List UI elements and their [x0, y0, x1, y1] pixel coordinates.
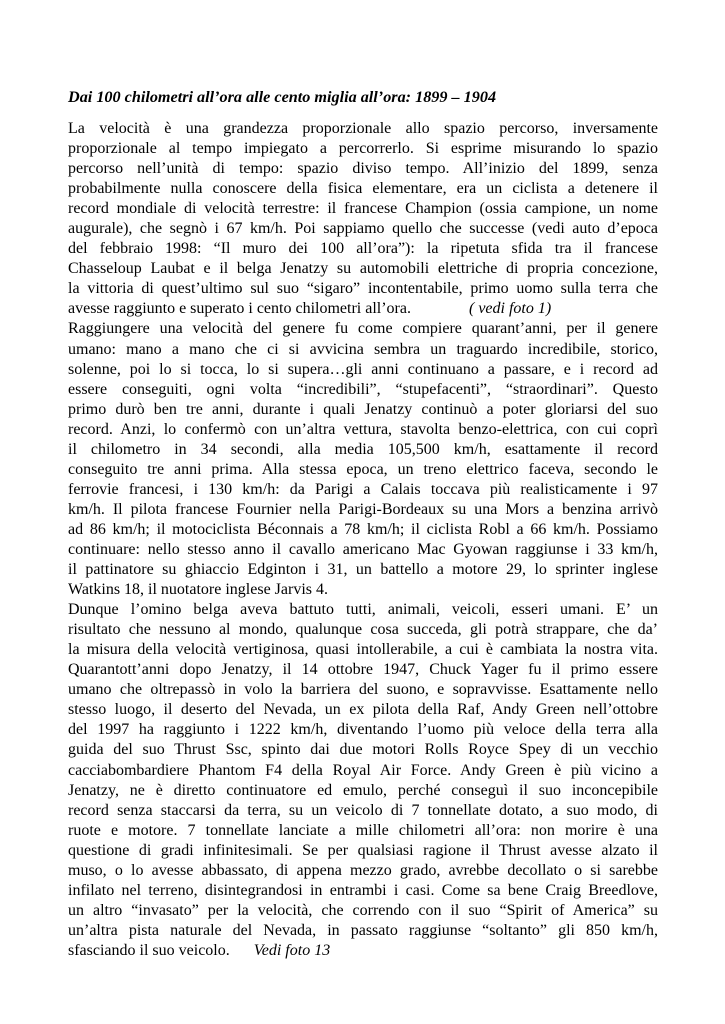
paragraph-2 — [68, 319, 658, 600]
paragraph-3 — [68, 600, 658, 961]
document-body — [68, 119, 658, 961]
text-line: Dunque l’omino belga aveva battuto tutti, animali, veicoli, esseri umani. E’ un — [68, 601, 658, 619]
text-line: proporzionale al tempo impiegato a percorrerlo. Si esprime misurando lo spazio — [68, 140, 658, 158]
paragraph-1 — [68, 119, 658, 319]
text-line: continuare: nello stesso anno il cavallo americano Mac Gyowan raggiunse i 33 km/h, — [68, 540, 658, 558]
text-line: ad 86 km/h; il motociclista Béconnais a 78 km/h; il ciclista Robl a 66 km/h. Possiamo — [68, 520, 658, 538]
document-title: Dai 100 chilometri all’ora alle cento miglia all’ora: 1899 – 1904 — [68, 88, 497, 106]
text-line: Raggiungere una velocità del genere fu come compiere quarant’anni, per il genere — [68, 320, 658, 338]
text-line: un altro “invasato” per la velocità, che correndo con il suo “Spirit of America” su — [68, 901, 658, 919]
text-line-last — [68, 941, 658, 961]
text-line: solenne, poi lo si tocca, lo si supera…gli anni continuano a passare, e i record ad — [68, 360, 658, 378]
text-line-last: Watkins 18, il nuotatore inglese Jarvis 4. — [68, 581, 328, 599]
text-line: record senza staccarsi da terra, su un veicolo di 7 tonnellate dotato, a suo modo, di — [68, 801, 658, 819]
last-line-text: sfasciando il suo veicolo. — [68, 941, 230, 959]
text-line: il chilometro in 34 secondi, alla media 105,500 km/h, esattamente il record — [68, 440, 658, 458]
text-line: del febbraio 1998: “Il muro dei 100 all’ora”): la ripetuta sfida tra il francese — [68, 240, 658, 258]
text-line: record. Anzi, lo confermò con un’altra vettura, stavolta benzo-elettrica, con cui coprì — [68, 420, 658, 438]
text-line: risultato che nessuno al mondo, qualunque cosa succeda, gli potrà strappare, che da’ — [68, 621, 658, 639]
text-line: La velocità è una grandezza proporzionale allo spazio percorso, inversamente — [68, 120, 658, 137]
text-line: ruote e motore. 7 tonnellate lanciate a mille chilometri all’ora: non morire è una — [68, 821, 658, 839]
photo-note: ( vedi foto 1) — [468, 300, 552, 318]
text-line: conseguito tre anni prima. Alla stessa epoca, un treno elettrico faceva, secondo le — [68, 460, 658, 478]
photo-note: Vedi foto 13 — [253, 941, 331, 959]
text-line: ferrovie francesi, i 130 km/h: da Parigi a Calais toccava più realisticamente i 97 — [68, 480, 658, 498]
text-line: questione di gradi infinitesimali. Se per qualsiasi ragione il Thrust avesse alzato il — [68, 841, 658, 859]
text-line: km/h. Il pilota francese Fournier nella Parigi-Bordeaux su una Mors a benzina arrivò — [68, 500, 658, 518]
text-line: essere conseguiti, ogni volta “incredibili”, “stupefacenti”, “straordinari”. Questo — [68, 380, 658, 398]
text-line: un’altra pista naturale del Nevada, in passato raggiunse “soltanto” gli 850 km/h, — [68, 921, 658, 939]
text-line: umano: mano a mano che ci si avvicina sembra un traguardo incredibile, storico, — [68, 340, 658, 358]
text-line: infilato nel terreno, disintegrandosi in entrambi i casi. Come sa bene Craig Breedlove, — [68, 881, 658, 899]
text-line: la misura della velocità vertiginosa, quasi intollerabile, a cui è cambiata la nostra vita. — [68, 641, 658, 659]
text-line: primo durò ben tre anni, durante i quali Jenatzy continuò a poter gloriarsi del suo — [68, 400, 658, 418]
text-line: percorso nell’unità di tempo: spazio diviso tempo. All’inizio del 1899, senza — [68, 160, 658, 178]
text-line: record mondiale di velocità terrestre: il francese Champion (ossia campione, un nome — [68, 200, 658, 218]
text-line: stesso luogo, il deserto del Nevada, un ex pilota della Raf, Andy Green nell’ottobre — [68, 701, 658, 719]
text-line: la vittoria di quest’ultimo sul suo “sigaro” incontentabile, primo uomo sulla terra che — [68, 280, 658, 298]
text-line: probabilmente nulla conoscere della fisica elementare, era un ciclista a detenere il — [68, 180, 658, 198]
text-line: Chasseloup Laubat e il belga Jenatzy su automobili elettriche di propria concezione, — [68, 260, 658, 278]
text-line-last — [68, 299, 658, 319]
text-line: del 1997 ha raggiunto i 1222 km/h, diventando l’uomo più veloce della terra alla — [68, 721, 658, 739]
text-line: Jenatzy, ne è diretto continuatore ed emulo, perché conseguì il suo inconcepibile — [68, 781, 658, 799]
text-line: Quarantott’anni dopo Jenatzy, il 14 ottobre 1947, Chuck Yager fu il primo essere — [68, 661, 658, 679]
text-line: muso, o lo avesse abbassato, di appena mezzo grado, avrebbe decollato o si sarebbe — [68, 861, 658, 879]
last-line-text: avesse raggiunto e superato i cento chilometri all’ora. — [68, 300, 411, 318]
text-line: umano che oltrepassò in volo la barriera del suono, e sopravvisse. Esattamente nello — [68, 681, 658, 699]
text-line: il pattinatore su ghiaccio Edginton i 31, un battello a motore 29, lo sprinter inglese — [68, 561, 658, 579]
text-line: guida del suo Thrust Ssc, spinto dai due motori Rolls Royce Spey di un vecchio — [68, 741, 658, 759]
text-line: augurale), che segnò i 67 km/h. Poi sappiamo quello che successe (vedi auto d’epoca — [68, 220, 658, 238]
text-line: cacciabombardiere Phantom F4 della Royal Air Force. Andy Green è più vicino a — [68, 761, 658, 779]
